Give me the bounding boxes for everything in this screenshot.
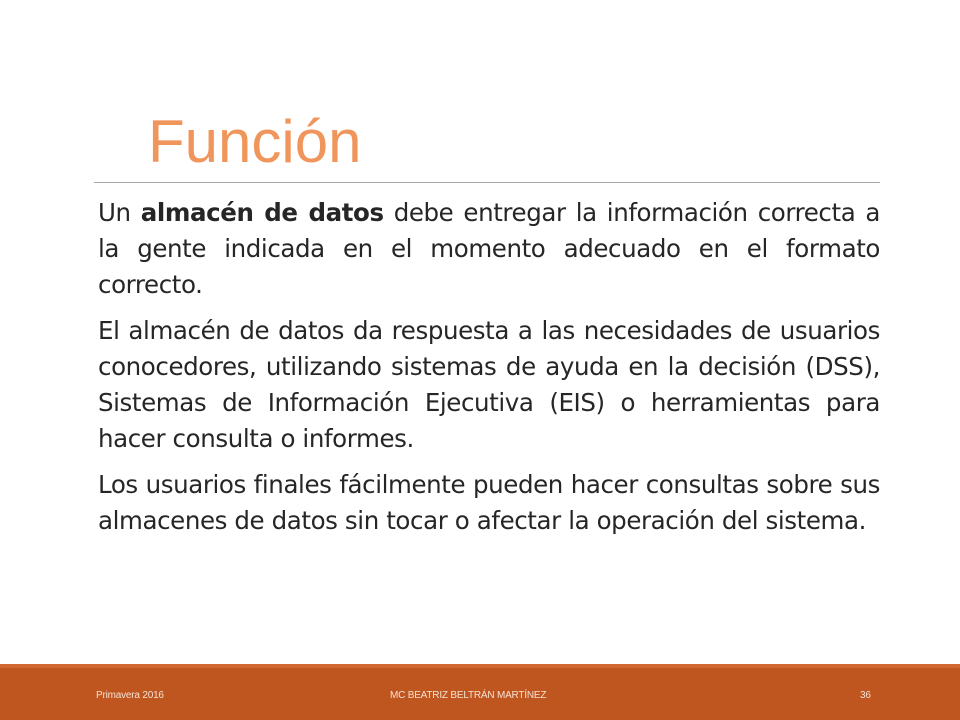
footer-date: Primavera 2016: [96, 690, 164, 701]
footer-author: MC BEATRIZ BELTRÁN MARTÍNEZ: [390, 690, 547, 701]
slide-body: [98, 195, 880, 549]
paragraph-1-text-start: Un: [98, 198, 141, 227]
paragraph-1-text-end: debe entregar la información correcta a la gente indicada en el momento adecuado en el formato correcto.: [98, 198, 880, 299]
body-paragraph-3: Los usuarios finales fácilmente pueden hacer consultas sobre sus almacenes de datos sin tocar o afectar la operación del sistema.: [98, 470, 880, 535]
footer-page-number: 36: [860, 690, 871, 701]
slide-title: Función: [148, 108, 362, 175]
body-paragraph-1: [98, 195, 880, 303]
title-divider: [94, 182, 880, 183]
paragraph-1-bold-term: almacén de datos: [140, 198, 384, 227]
footer-accent-strip: [0, 664, 960, 668]
body-paragraph-2: El almacén de datos da respuesta a las necesidades de usuarios conocedores, utilizando sistemas de ayuda en la decisión (DSS), Sistemas de Información Ejecutiva (EIS) o herramientas para hacer consulta o informes.: [98, 316, 880, 453]
